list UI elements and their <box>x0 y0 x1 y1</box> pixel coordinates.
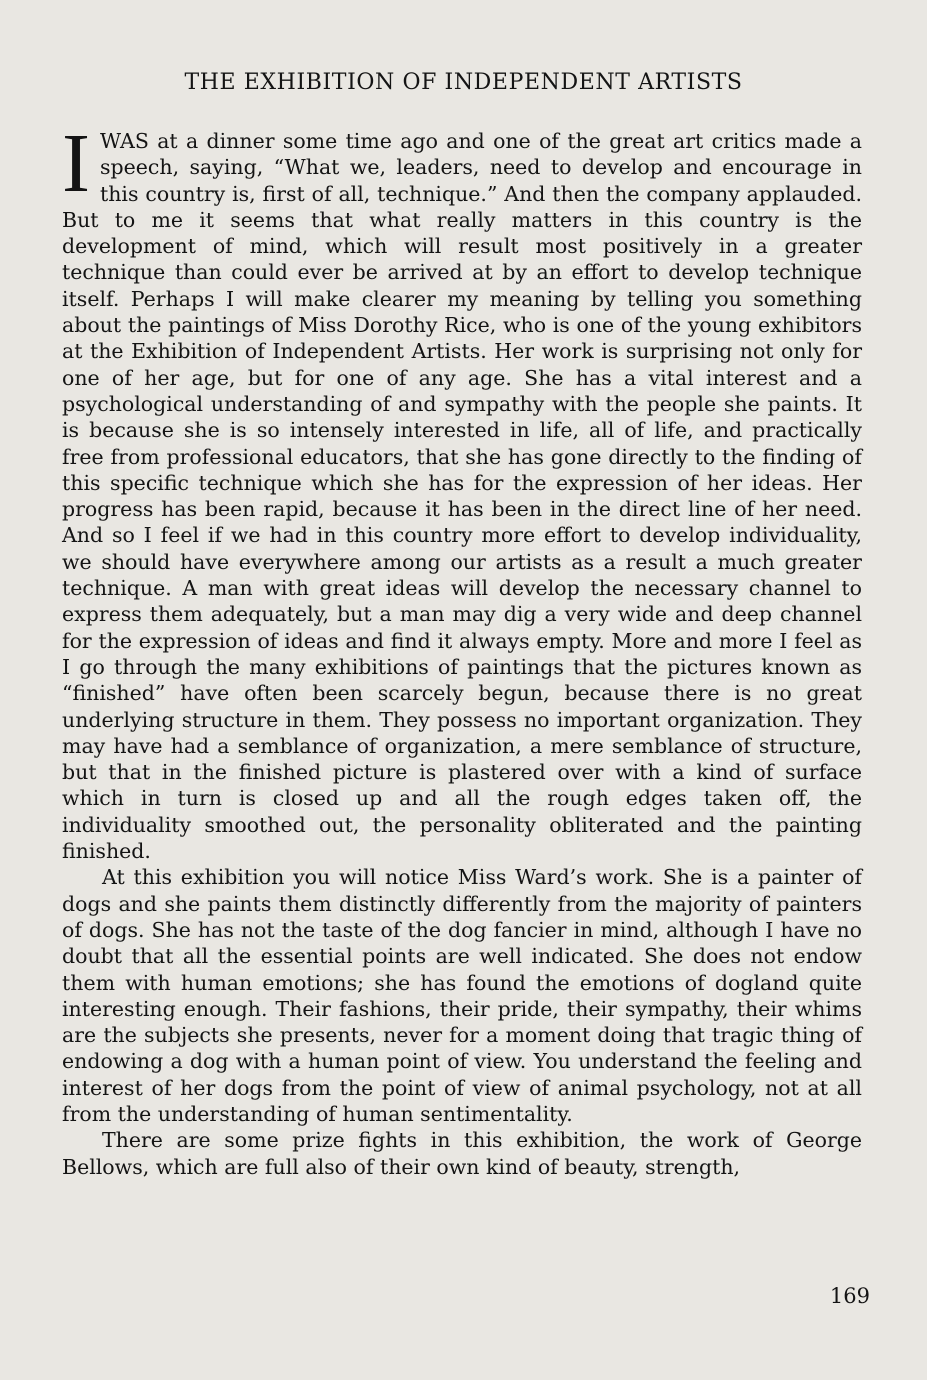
page-number: 169 <box>829 1284 870 1308</box>
paragraph-1 <box>62 117 862 864</box>
paragraph-3: There are some prize fights in this exhibition, the work of George Bellows, which are full also of their own kind of beauty, strength, <box>62 1128 862 1179</box>
paragraph-2: At this exhibition you will notice Miss Ward’s work. She is a painter of dogs and she paints them distinctly differently from the majority of painters of dogs. She has not the taste of the dog fancier in mind, although I have no doubt that all the essential points are well indicated. She does not endow them with human emotions; she has found the emotions of dogland quite interesting enough. Their fashions, their pride, their sympathy, their whims are the subjects she presents, never for a moment doing that tragic thing of endowing a dog with a human point of view. You understand the feeling and interest of her dogs from the point of view of animal psychology, not at all from the understanding of human sentimentality. <box>62 865 862 1126</box>
page-title: THE EXHIBITION OF INDEPENDENT ARTISTS <box>184 70 743 95</box>
article-body <box>62 117 862 1180</box>
drop-cap: I <box>62 117 90 210</box>
paragraph-1-text: WAS at a dinner some time ago and one of the great art critics made a speech, saying, “What we, leaders, need to develop and encourage in this country is, first of all, technique.” And then the company applauded. But to me it seems that what really matters in this country is the development of mind, which will result most positively in a greater technique than could ever be arrived at by an effort to develop technique itself. Perhaps I will make clearer my meaning by telling you something about the paintings of Miss Dorothy Rice, who is one of the young exhibitors at the Exhibition of Independent Artists. Her work is surprising not only for one of her age, but for one of any age. She has a vital interest and a psychological understanding of and sympathy with the people she paints. It is because she is so intensely interested in life, all of life, and practically free from professional educators, that she has gone directly to the finding of this specific technique which she has for the expression of her ideas. Her progress has been rapid, because it has been in the direct line of her need. And so I feel if we had in this country more effort to develop individuality, we should have everywhere among our artists as a result a much greater technique. A man with great ideas will develop the necessary channel to express them adequately, but a man may dig a very wide and deep channel for the expression of ideas and find it always empty. More and more I feel as I go through the many exhibitions of paintings that the pictures known as “finished” have often been scarcely begun, because there is no great underlying structure in them. They possess no important organization. They may have had a semblance of organization, a mere semblance of structure, but that in the finished picture is plastered over with a kind of surface which in turn is closed up and all the rough edges taken off, the individuality smoothed out, the personality obliterated and the painting finished. <box>62 129 862 864</box>
